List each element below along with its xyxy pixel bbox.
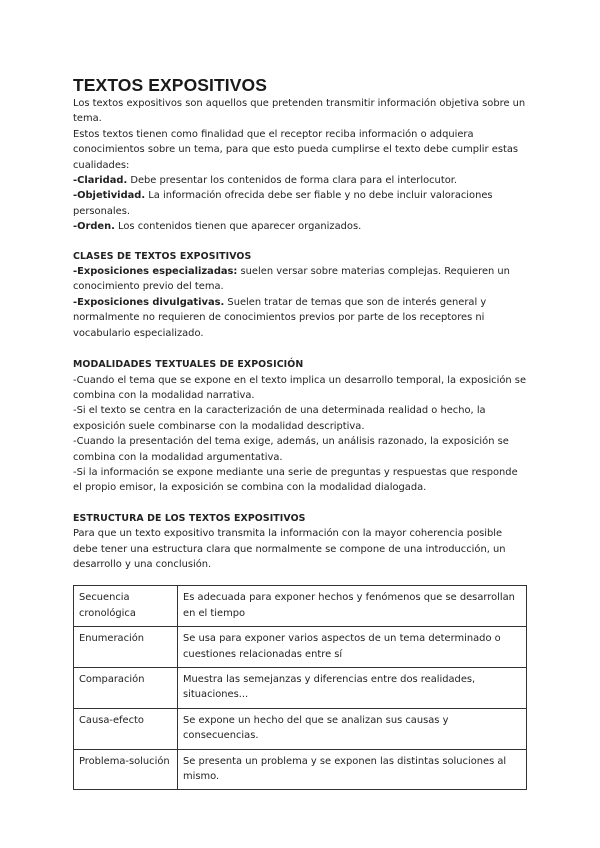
structure-name-cell: Causa-efecto bbox=[74, 708, 178, 749]
structure-name-cell: Secuencia cronológica bbox=[74, 586, 178, 627]
structure-desc-cell: Se presenta un problema y se exponen las distintas soluciones al mismo. bbox=[178, 749, 527, 790]
clase-text: Suelen tratar de temas que son de interés general y normalmente no requieren de conocimientos previos por parte de los receptores ni vocabulario especializado. bbox=[73, 296, 487, 339]
quality-term: -Orden. bbox=[73, 221, 115, 233]
table-row bbox=[74, 749, 527, 790]
structure-desc-cell: Se expone un hecho del que se analizan sus causas y consecuencias. bbox=[178, 708, 527, 749]
clase-term: -Exposiciones divulgativas. bbox=[73, 296, 225, 308]
modalidad-argumentativa: -Cuando la presentación del tema exige, además, un análisis razonado, la exposición se combina con la modalidad argumentativa. bbox=[73, 436, 509, 463]
quality-term: -Claridad. bbox=[73, 175, 128, 187]
quality-claridad bbox=[73, 173, 529, 188]
table-row bbox=[74, 586, 527, 627]
document-page bbox=[73, 74, 529, 790]
structure-table bbox=[73, 585, 527, 790]
quality-objetividad bbox=[73, 188, 529, 219]
clase-especializadas bbox=[73, 264, 529, 295]
table-row bbox=[74, 627, 527, 668]
structure-name-cell: Problema-solución bbox=[74, 749, 178, 790]
quality-text: La información ofrecida debe ser fiable y no debe incluir valoraciones personales. bbox=[73, 190, 493, 217]
structure-desc-cell: Es adecuada para exponer hechos y fenómenos que se desarrollan en el tiempo bbox=[178, 586, 527, 627]
quality-text: Los contenidos tienen que aparecer organizados. bbox=[114, 221, 362, 233]
modalidad-dialogada: -Si la información se expone mediante una serie de preguntas y respuestas que responde el propio emisor, la exposición se combina con la modalidad dialogada. bbox=[73, 466, 518, 494]
quality-term: -Objetividad. bbox=[73, 190, 146, 202]
section-heading-modalidades: MODALIDADES TEXTUALES DE EXPOSICIÓN bbox=[73, 359, 304, 371]
section-heading-clases: CLASES DE TEXTOS EXPOSITIVOS bbox=[73, 250, 252, 262]
structure-name-cell: Enumeración bbox=[74, 627, 178, 668]
clase-term: -Exposiciones especializadas: bbox=[73, 266, 238, 278]
structure-desc-cell: Muestra las semejanzas y diferencias entre dos realidades, situaciones... bbox=[178, 668, 527, 709]
section-heading-estructura: ESTRUCTURA DE LOS TEXTOS EXPOSITIVOS bbox=[73, 512, 306, 524]
table-row bbox=[74, 708, 527, 749]
structure-name-cell: Comparación bbox=[74, 668, 178, 709]
clase-divulgativas bbox=[73, 295, 529, 341]
clase-text: suelen versar sobre materias complejas. Requieren un conocimiento previo del tema. bbox=[73, 266, 510, 293]
page-title: TEXTOS EXPOSITIVOS bbox=[73, 75, 268, 95]
quality-text: Debe presentar los contenidos de forma clara para el interlocutor. bbox=[127, 175, 458, 187]
structure-desc-cell: Se usa para exponer varios aspectos de un tema determinado o cuestiones relacionadas entre sí bbox=[178, 627, 527, 668]
table-row bbox=[74, 668, 527, 709]
estructura-paragraph: Para que un texto expositivo transmita la información con la mayor coherencia posible debe tener una estructura clara que normalmente se compone de una introducción, un desarrollo y una conclusión. bbox=[73, 528, 506, 570]
modalidad-descriptiva: -Si el texto se centra en la caracterización de una determinada realidad o hecho, la exposición suele combinarse con la modalidad descriptiva. bbox=[73, 405, 486, 432]
intro-paragraph-2: Estos textos tienen como finalidad que el receptor reciba información o adquiera conocimientos sobre un tema, para que esto pueda cumplirse el texto debe cumplir estas cualidades: bbox=[73, 128, 519, 171]
modalidad-narrativa: -Cuando el tema que se expone en el texto implica un desarrollo temporal, la exposición se combina con la modalidad narrativa. bbox=[73, 374, 527, 401]
intro-paragraph-1: Los textos expositivos son aquellos que pretenden transmitir información objetiva sobre un tema. bbox=[73, 98, 526, 125]
quality-orden bbox=[73, 219, 529, 234]
